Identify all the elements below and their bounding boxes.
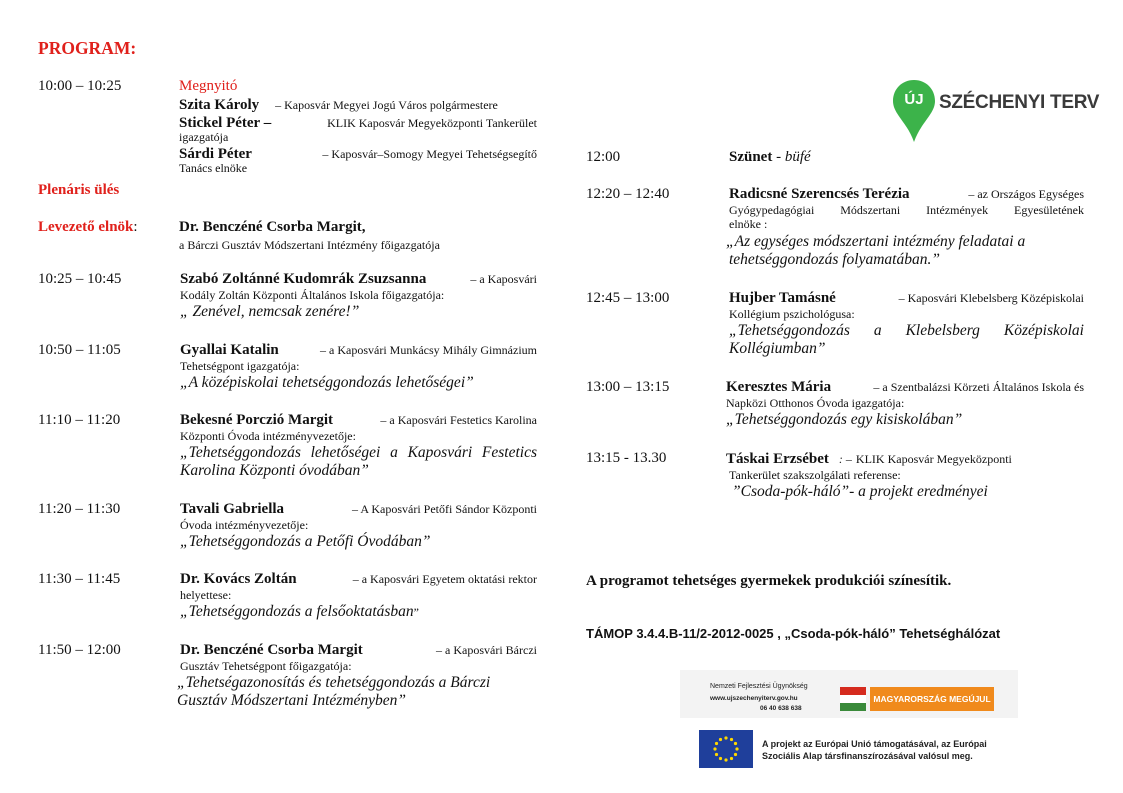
session-talk-end: ” xyxy=(413,605,419,619)
session-talk: „Az egységes módszertani intézmény feladatai a xyxy=(726,233,1026,250)
session-talk: „Tehetséggondozás lehetőségei a Kaposvári Festetics xyxy=(180,444,537,461)
logo-text: SZÉCHENYI TERV xyxy=(939,92,1100,113)
program-heading: PROGRAM: xyxy=(38,38,137,58)
eu-stars-icon xyxy=(699,730,753,768)
eu-support-text xyxy=(762,738,987,762)
session-name: Bekesné Porczió Margit xyxy=(180,412,334,428)
session-desc: Napközi Otthonos Óvoda igazgatója: xyxy=(726,396,905,410)
speaker-desc: Tanács elnöke xyxy=(179,161,248,175)
break-line xyxy=(729,149,811,166)
session-talk: ”Csoda-pók-háló”- a projekt eredményei xyxy=(732,483,988,500)
speaker-desc: – Kaposvár Megyei Jogú Város polgármestere xyxy=(275,98,498,112)
session-talk: „Tehetségazonosítás és tehetséggondozás a Bárczi xyxy=(177,674,491,691)
session-time: 11:30 – 11:45 xyxy=(38,571,121,587)
session-time: 11:10 – 11:20 xyxy=(38,412,121,428)
eu-text-line: Szociális Alap társfinanszírozásával valósul meg. xyxy=(762,751,973,761)
session-desc: elnöke : xyxy=(729,217,768,231)
session-entry xyxy=(180,342,537,392)
session-time: 11:20 – 11:30 xyxy=(38,501,121,517)
session-entry xyxy=(180,412,537,480)
opening-label: Megnyitó xyxy=(179,78,238,94)
eu-flag-icon xyxy=(699,730,753,768)
nfu-logo-box xyxy=(680,670,1018,718)
speaker-name: Sárdi Péter xyxy=(179,146,252,162)
break-label2: büfé xyxy=(784,149,811,165)
session-talk: „Tehetséggondozás a Petőfi Óvodában” xyxy=(180,533,431,550)
session-desc: Tankerület szakszolgálati referense: xyxy=(729,468,901,482)
session-talk: tehetséggondozás folyamatában.” xyxy=(729,251,940,268)
speaker-name: Stickel Péter – xyxy=(179,115,272,131)
session-desc: – a Kaposvári xyxy=(470,272,537,286)
chair-name: Dr. Benczéné Csorba Margit, xyxy=(179,219,366,235)
session-desc: Óvoda intézményvezetője: xyxy=(180,518,309,532)
session-desc: – a Szentbalázsi Körzeti Általános Iskola és xyxy=(873,380,1084,394)
session-time: 13:00 – 13:15 xyxy=(586,379,670,395)
break-sep: - xyxy=(772,149,785,165)
szechenyi-terv-logo xyxy=(893,80,1103,146)
session-entry xyxy=(726,450,1084,501)
session-name: Gyallai Katalin xyxy=(180,342,279,358)
session-desc: KLIK Kaposvár Megyeközponti xyxy=(855,452,1012,466)
session-name: Tavali Gabriella xyxy=(180,501,285,517)
speaker-name: Szita Károly xyxy=(179,97,260,113)
hungarian-flag-icon xyxy=(840,687,866,711)
nfu-name: Nemzeti Fejlesztési Ügynökség xyxy=(710,683,808,690)
session-name: Hujber Tamásné xyxy=(729,290,836,306)
session-desc: – A Kaposvári Petőfi Sándor Központi xyxy=(352,502,537,516)
session-entry xyxy=(177,642,537,710)
nfu-url: www.ujszechenyiterv.gov.hu xyxy=(710,695,798,702)
session-entry xyxy=(729,290,1084,358)
opening-speakers xyxy=(179,96,537,175)
chair-desc: a Bárczi Gusztáv Módszertani Intézmény főigazgatója xyxy=(179,238,440,252)
session-name: Keresztes Mária xyxy=(726,379,832,395)
session-desc: – a Kaposvári Munkácsy Mihály Gimnázium xyxy=(320,343,537,357)
session-talk: „Tehetséggondozás a Klebelsberg Középiskolai xyxy=(729,322,1084,339)
session-desc: Központi Óvoda intézményvezetője: xyxy=(180,429,356,443)
session-name: Dr. Benczéné Csorba Margit xyxy=(180,642,363,658)
session-desc: Kodály Zoltán Központi Általános Iskola főigazgatója: xyxy=(180,288,445,302)
session-talk: Gusztáv Módszertani Intézményben” xyxy=(177,692,407,709)
session-entry xyxy=(726,379,1084,429)
session-name: Dr. Kovács Zoltán xyxy=(180,571,297,587)
session-desc: Gusztáv Tehetségpont főigazgatója: xyxy=(180,659,352,673)
chair-label: Levezető elnök xyxy=(38,219,134,235)
closing-note: A programot tehetséges gyermekek produkciói színesítik. xyxy=(586,573,952,589)
session-entry xyxy=(180,571,537,621)
break-label: Szünet xyxy=(729,149,773,165)
session-desc: – a Kaposvári Egyetem oktatási rektor xyxy=(352,572,537,586)
session-entry xyxy=(180,501,537,551)
speaker-desc: KLIK Kaposvár Megyeközponti Tankerület xyxy=(327,116,537,130)
session-desc: – Kaposvári Klebelsberg Középiskolai xyxy=(898,291,1084,305)
session-talk: Karolina Központi óvodában” xyxy=(180,462,369,479)
chair-label-line xyxy=(38,219,138,236)
session-desc: – a Kaposvári Bárczi xyxy=(436,643,537,657)
session-entry xyxy=(180,271,537,321)
break-time: 12:00 xyxy=(586,149,621,165)
logo-pin-text: ÚJ xyxy=(904,91,924,108)
session-desc: – a Kaposvári Festetics Karolina xyxy=(380,413,537,427)
opening-time: 10:00 – 10:25 xyxy=(38,78,122,94)
session-time: 12:45 – 13:00 xyxy=(586,290,670,306)
nfu-phone: 06 40 638 638 xyxy=(760,705,802,712)
speaker-desc: igazgatója xyxy=(179,130,229,144)
tamop-line: TÁMOP 3.4.4.B-11/2-2012-0025 , „Csoda-pók-háló” Tehetséghálózat xyxy=(586,626,1001,641)
plenary-heading: Plenáris ülés xyxy=(38,182,120,198)
session-talk: „A középiskolai tehetséggondozás lehetőségei” xyxy=(180,374,474,391)
session-time: 12:20 – 12:40 xyxy=(586,186,670,202)
session-time: 10:25 – 10:45 xyxy=(38,271,122,287)
hungary-badge: MAGYARORSZÁG MEGÚJUL xyxy=(870,687,994,711)
session-talk: „Tehetséggondozás a felsőoktatásban xyxy=(180,603,414,620)
session-name: Táskai Erzsébet xyxy=(726,451,829,467)
chair-colon: : xyxy=(133,219,138,235)
session-time: 10:50 – 11:05 xyxy=(38,342,121,358)
session-time: 13:15 - 13.30 xyxy=(586,450,667,466)
session-name: Radicsné Szerencsés Terézia xyxy=(729,186,910,202)
session-desc: – az Országos Egységes xyxy=(968,187,1084,201)
session-desc: Tehetségpont igazgatója: xyxy=(180,359,300,373)
session-desc: helyettese: xyxy=(180,588,232,602)
session-desc: Gyógypedagógiai Módszertani Intézmények Egyesületének xyxy=(729,203,1084,217)
session-time: 11:50 – 12:00 xyxy=(38,642,121,658)
session-name-suffix: : – xyxy=(838,452,852,466)
session-talk: „Tehetséggondozás egy kisiskolában” xyxy=(726,411,963,428)
session-talk: „ Zenével, nemcsak zenére!” xyxy=(180,303,360,320)
eu-text-line: A projekt az Európai Unió támogatásával, az Európai xyxy=(762,739,987,749)
speaker-desc: – Kaposvár–Somogy Megyei Tehetségsegítő xyxy=(322,147,537,161)
session-talk: Kollégiumban” xyxy=(729,340,826,357)
session-desc: Kollégium pszichológusa: xyxy=(729,307,855,321)
session-name: Szabó Zoltánné Kudomrák Zsuzsanna xyxy=(180,271,427,287)
session-entry xyxy=(726,186,1084,269)
